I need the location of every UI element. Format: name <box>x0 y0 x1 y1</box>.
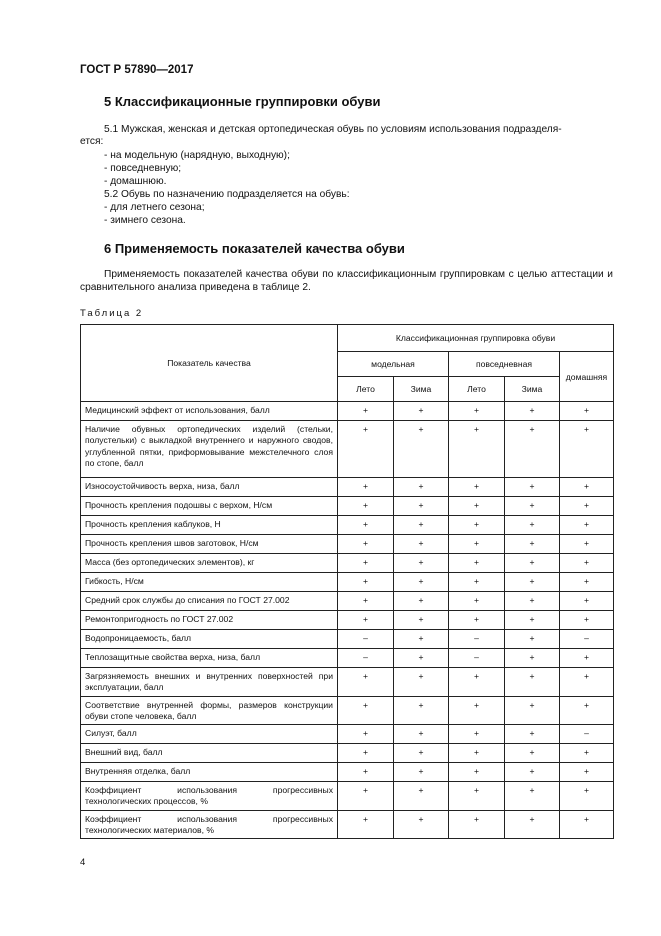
value-cell: + <box>394 478 449 497</box>
list-item: - на модельную (нарядную, выходную); <box>104 150 290 161</box>
value-cell: + <box>560 535 614 554</box>
value-cell: + <box>338 611 394 630</box>
indicator-header: Показатель качества <box>81 325 338 402</box>
indicator-cell: Прочность крепления швов заготовок, Н/см <box>81 535 338 554</box>
value-cell: + <box>449 725 505 744</box>
value-cell: + <box>449 763 505 782</box>
value-cell: + <box>394 725 449 744</box>
value-cell: + <box>449 535 505 554</box>
value-cell: + <box>449 421 505 478</box>
value-cell: + <box>560 516 614 535</box>
value-cell: + <box>505 535 560 554</box>
section-5-1-line1: 5.1 Мужская, женская и детская ортопедическая обувь по условиям использования подразделя- <box>104 124 562 135</box>
value-cell: + <box>338 516 394 535</box>
table-row <box>81 592 614 611</box>
value-cell: + <box>449 668 505 697</box>
value-cell: + <box>394 611 449 630</box>
value-cell: + <box>338 592 394 611</box>
list-item: - зимнего сезона. <box>104 215 186 226</box>
model-header: модельная <box>338 352 449 377</box>
value-cell: + <box>560 478 614 497</box>
value-cell: + <box>394 649 449 668</box>
indicator-cell: Внутренняя отделка, балл <box>81 763 338 782</box>
indicator-cell: Внешний вид, балл <box>81 744 338 763</box>
value-cell: + <box>338 478 394 497</box>
value-cell: + <box>394 696 449 725</box>
indicator-cell: Водопроницаемость, балл <box>81 630 338 649</box>
value-cell: + <box>449 516 505 535</box>
value-cell: + <box>505 744 560 763</box>
value-cell: – <box>449 630 505 649</box>
value-cell: + <box>449 497 505 516</box>
value-cell: + <box>338 696 394 725</box>
value-cell: + <box>338 535 394 554</box>
section-5-heading: 5 Классификационные группировки обуви <box>104 94 381 109</box>
indicator-cell: Загрязняемость внешних и внутренних поверхностей при эксплуатации, балл <box>81 668 338 697</box>
winter-header: Зима <box>505 377 560 402</box>
value-cell: + <box>449 611 505 630</box>
indicator-cell: Соответствие внутренней формы, размеров конструкции обуви стопе человека, балл <box>81 696 338 725</box>
value-cell: + <box>449 554 505 573</box>
value-cell: + <box>505 725 560 744</box>
value-cell: + <box>394 782 449 811</box>
value-cell: + <box>560 649 614 668</box>
value-cell: + <box>560 744 614 763</box>
value-cell: + <box>560 611 614 630</box>
value-cell: + <box>560 402 614 421</box>
value-cell: – <box>560 630 614 649</box>
value-cell: + <box>394 554 449 573</box>
document-id: ГОСТ Р 57890—2017 <box>80 64 194 76</box>
value-cell: + <box>560 554 614 573</box>
value-cell: + <box>394 516 449 535</box>
value-cell: + <box>394 810 449 839</box>
table-row <box>81 554 614 573</box>
value-cell: + <box>560 421 614 478</box>
value-cell: + <box>338 421 394 478</box>
value-cell: + <box>394 535 449 554</box>
table-row <box>81 611 614 630</box>
value-cell: + <box>394 763 449 782</box>
value-cell: + <box>505 696 560 725</box>
value-cell: + <box>449 478 505 497</box>
table-row <box>81 478 614 497</box>
table-row <box>81 725 614 744</box>
value-cell: + <box>505 611 560 630</box>
casual-header: повседневная <box>449 352 560 377</box>
indicator-cell: Средний срок службы до списания по ГОСТ 27.002 <box>81 592 338 611</box>
value-cell: + <box>394 630 449 649</box>
section-5-2-text: 5.2 Обувь по назначению подразделяется на обувь: <box>104 189 350 200</box>
indicator-cell: Теплозащитные свойства верха, низа, балл <box>81 649 338 668</box>
value-cell: + <box>449 782 505 811</box>
table-row <box>81 421 614 478</box>
value-cell: + <box>505 649 560 668</box>
value-cell: + <box>505 782 560 811</box>
value-cell: + <box>560 573 614 592</box>
value-cell: + <box>560 810 614 839</box>
indicator-cell: Прочность крепления подошвы с верхом, Н/см <box>81 497 338 516</box>
value-cell: + <box>505 763 560 782</box>
value-cell: + <box>394 497 449 516</box>
indicator-cell: Силуэт, балл <box>81 725 338 744</box>
table-row <box>81 630 614 649</box>
value-cell: + <box>338 497 394 516</box>
indicator-cell: Ремонтопригодность по ГОСТ 27.002 <box>81 611 338 630</box>
value-cell: + <box>338 668 394 697</box>
winter-header: Зима <box>394 377 449 402</box>
table-row <box>81 535 614 554</box>
indicator-cell: Коэффициент использования прогрессивных технологических процессов, % <box>81 782 338 811</box>
indicator-cell: Коэффициент использования прогрессивных технологических материалов, % <box>81 810 338 839</box>
table-row <box>81 744 614 763</box>
value-cell: + <box>338 725 394 744</box>
value-cell: + <box>505 421 560 478</box>
table-row <box>81 402 614 421</box>
value-cell: + <box>338 744 394 763</box>
table-row <box>81 782 614 811</box>
value-cell: + <box>449 744 505 763</box>
table-row <box>81 649 614 668</box>
value-cell: – <box>449 649 505 668</box>
table-body <box>81 402 614 839</box>
section-6-heading: 6 Применяемость показателей качества обуви <box>104 241 405 256</box>
value-cell: + <box>505 402 560 421</box>
value-cell: + <box>505 573 560 592</box>
value-cell: + <box>560 592 614 611</box>
value-cell: + <box>505 516 560 535</box>
home-header: домашняя <box>560 352 614 402</box>
value-cell: + <box>394 744 449 763</box>
table-row <box>81 696 614 725</box>
value-cell: + <box>505 497 560 516</box>
table-row <box>81 573 614 592</box>
list-item: - домашнюю. <box>104 176 167 187</box>
value-cell: + <box>394 402 449 421</box>
value-cell: + <box>560 668 614 697</box>
indicator-cell: Износоустойчивость верха, низа, балл <box>81 478 338 497</box>
indicator-cell: Гибкость, Н/см <box>81 573 338 592</box>
indicator-cell: Наличие обувных ортопедических изделий (стельки, полустельки) с выкладкой внутреннего и наружного сводов, углубленной пятки, приформовывание межстелечного слоя по стопе, балл <box>81 421 338 478</box>
page-number: 4 <box>80 857 86 868</box>
value-cell: + <box>449 592 505 611</box>
value-cell: + <box>449 402 505 421</box>
table-row <box>81 763 614 782</box>
value-cell: + <box>394 668 449 697</box>
value-cell: + <box>560 497 614 516</box>
value-cell: + <box>394 421 449 478</box>
value-cell: + <box>505 592 560 611</box>
value-cell: + <box>394 592 449 611</box>
table-row <box>81 497 614 516</box>
value-cell: + <box>338 782 394 811</box>
value-cell: + <box>449 573 505 592</box>
table-row <box>81 516 614 535</box>
indicator-cell: Масса (без ортопедических элементов), кг <box>81 554 338 573</box>
quality-indicators-table <box>80 324 614 839</box>
list-item: - для летнего сезона; <box>104 202 205 213</box>
section-6-paragraph: Применяемость показателей качества обуви по классификационным группировкам с целью аттестации и сравнительного анализа приведена в таблице 2. <box>80 269 613 293</box>
value-cell: + <box>338 554 394 573</box>
indicator-cell: Прочность крепления каблуков, Н <box>81 516 338 535</box>
value-cell: + <box>338 402 394 421</box>
value-cell: + <box>505 810 560 839</box>
value-cell: + <box>338 573 394 592</box>
value-cell: + <box>338 810 394 839</box>
value-cell: – <box>338 649 394 668</box>
value-cell: + <box>505 630 560 649</box>
value-cell: + <box>505 478 560 497</box>
summer-header: Лето <box>449 377 505 402</box>
value-cell: + <box>560 696 614 725</box>
value-cell: + <box>505 668 560 697</box>
value-cell: + <box>505 554 560 573</box>
value-cell: – <box>338 630 394 649</box>
value-cell: + <box>449 696 505 725</box>
value-cell: + <box>560 782 614 811</box>
value-cell: – <box>560 725 614 744</box>
value-cell: + <box>338 763 394 782</box>
section-5-1-line2: ется: <box>80 136 104 147</box>
table-caption: Таблица 2 <box>80 308 144 319</box>
list-item: - повседневную; <box>104 163 182 174</box>
value-cell: + <box>449 810 505 839</box>
table-row <box>81 668 614 697</box>
indicator-cell: Медицинский эффект от использования, балл <box>81 402 338 421</box>
value-cell: + <box>394 573 449 592</box>
summer-header: Лето <box>338 377 394 402</box>
group-header: Классификационная группировка обуви <box>338 325 614 352</box>
value-cell: + <box>560 763 614 782</box>
table-row <box>81 810 614 839</box>
